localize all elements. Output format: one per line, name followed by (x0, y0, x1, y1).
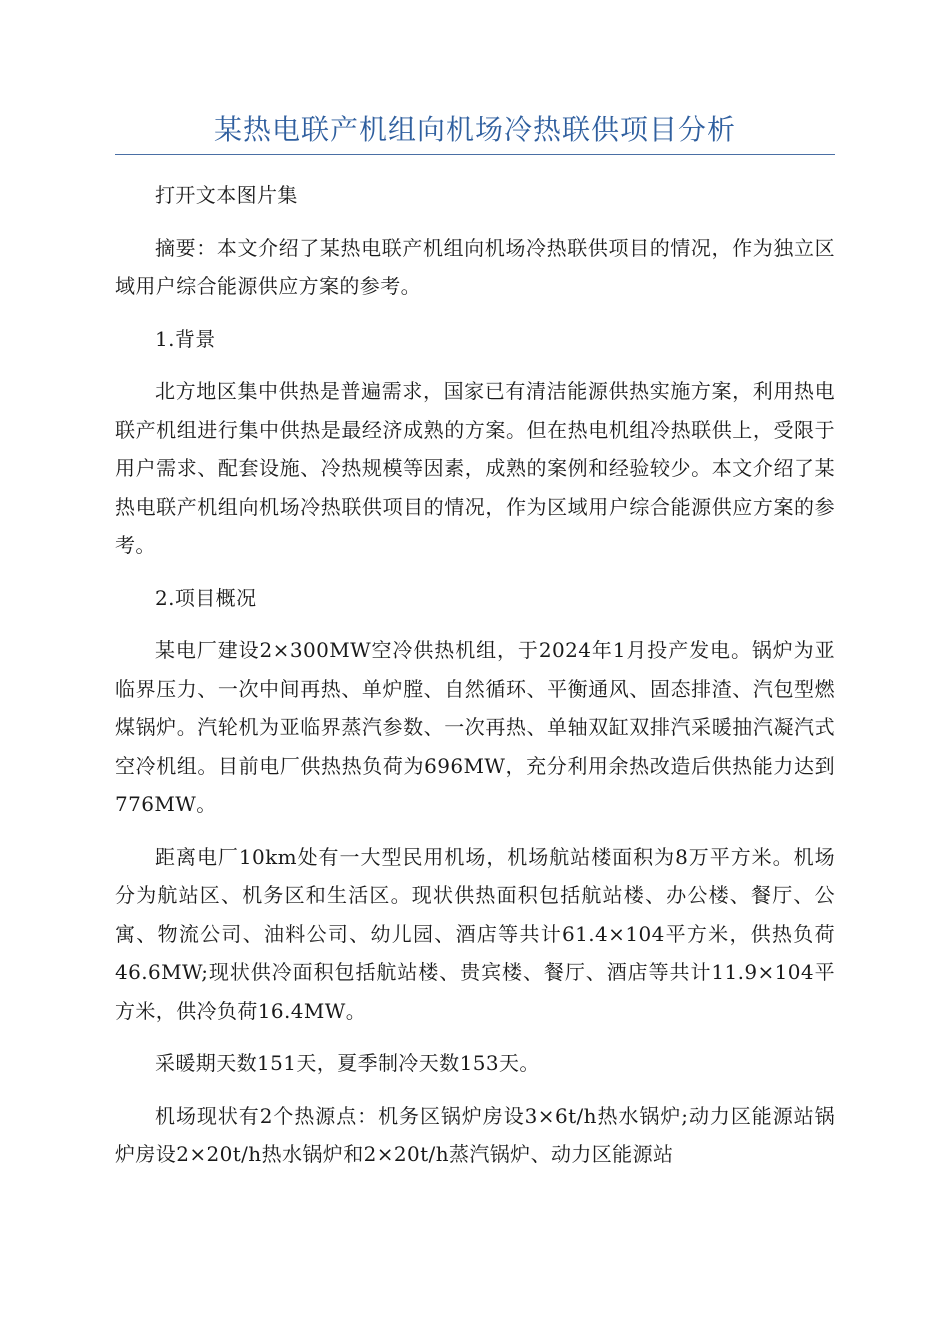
overview-paragraph-4: 机场现状有2个热源点：机务区锅炉房设3×6t/h热水锅炉;动力区能源站锅炉房设2×20t/h热水锅炉和2×20t/h蒸汽锅炉、动力区能源站 (115, 1103, 835, 1166)
section-heading-overview: 2.项目概况 (155, 585, 257, 610)
document-body (115, 176, 835, 1188)
abstract-paragraph: 摘要：本文介绍了某热电联产机组向机场冷热联供项目的情况，作为独立区域用户综合能源供应方案的参考。 (115, 235, 835, 298)
page-title: 某热电联产机组向机场冷热联供项目分析 (213, 113, 736, 146)
overview-paragraph-2: 距离电厂10km处有一大型民用机场，机场航站楼面积为8万平方米。机场分为航站区、机务区和生活区。现状供热面积包括航站楼、办公楼、餐厅、公寓、物流公司、油料公司、幼儿园、酒店等共计61.4×104平方米，供热负荷46.6MW;现状供冷面积包括航站楼、贵宾楼、餐厅、酒店等共计11.9×104平方米，供冷负荷16.4MW。 (115, 844, 835, 1023)
overview-paragraph-1: 某电厂建设2×300MW空冷供热机组，于2024年1月投产发电。锅炉为亚临界压力、一次中间再热、单炉膛、自然循环、平衡通风、固态排渣、汽包型燃煤锅炉。汽轮机为亚临界蒸汽参数、一次再热、单轴双缸双排汽采暖抽汽凝汽式空冷机组。目前电厂供热热负荷为696MW，充分利用余热改造后供热能力达到776MW。 (115, 638, 835, 816)
overview-paragraph-3: 采暖期天数151天，夏季制冷天数153天。 (155, 1051, 540, 1075)
title-block (115, 112, 835, 155)
background-paragraph: 北方地区集中供热是普遍需求，国家已有清洁能源供热实施方案，利用热电联产机组进行集中供热是最经济成熟的方案。但在热电机组冷热联供上，受限于用户需求、配套设施、冷热规模等因素，成熟的案例和经验较少。本文介绍了某热电联产机组向机场冷热联供项目的情况，作为区域用户综合能源供应方案的参考。 (115, 379, 835, 557)
open-gallery-line: 打开文本图片集 (155, 183, 298, 207)
section-heading-background: 1.背景 (155, 326, 216, 351)
